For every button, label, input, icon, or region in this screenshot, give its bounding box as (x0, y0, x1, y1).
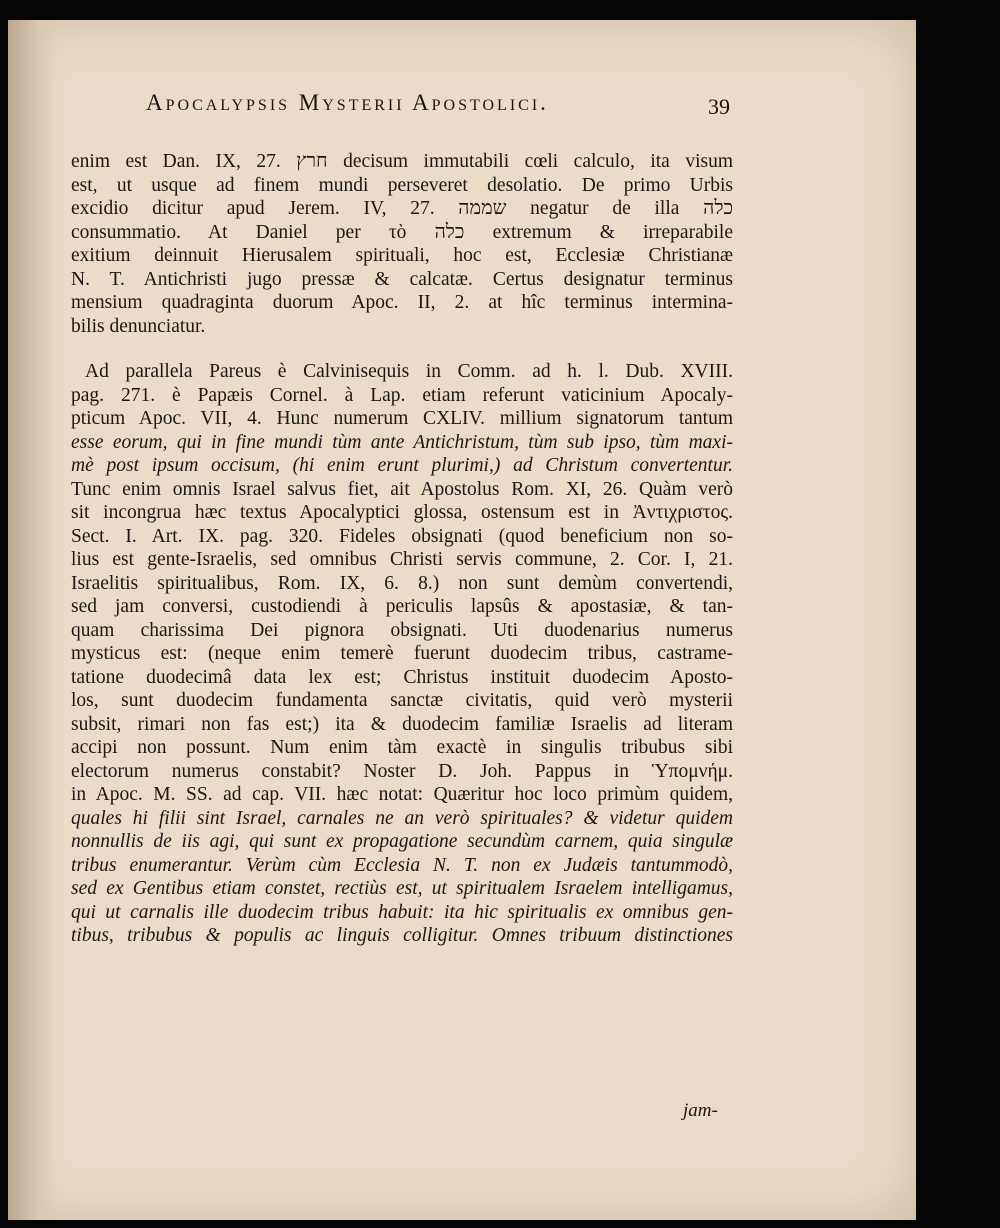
text-line: accipi non possunt. Num enim tàm exactè in singulis tribubus sibi (71, 737, 733, 758)
text-line-italic: quales hi filii sint Israel, carnales ne an verò spirituales? & videtur quidem (71, 807, 733, 829)
text-line-italic: esse eorum, qui in fine mundi tùm ante Antichristum, tùm sub ipso, tùm maxi- (71, 431, 733, 453)
text-line: los, sunt duodecim fundamenta sanctæ civitatis, quid verò mysterii (71, 690, 733, 711)
paragraph-gap (71, 338, 733, 360)
text-line: sed jam conversi, custodiendi à periculis lapsûs & apostasiæ, & tan- (71, 596, 733, 617)
text-line: exitium deinnuit Hierusalem spirituali, hoc est, Ecclesiæ Christianæ (71, 245, 733, 266)
text-line: tatione duodecimâ data lex est; Christus instituit duodecim Aposto- (71, 666, 733, 688)
running-title: Apocalypsis Mysterii Apostolici. (146, 90, 549, 115)
book-page (8, 20, 916, 1220)
text-line: Sect. I. Art. IX. pag. 320. Fideles obsignati (quod beneficium non so- (71, 525, 733, 547)
text-line: lius est gente-Israelis, sed omnibus Christi servis commune, 2. Cor. I, 21. (71, 549, 733, 570)
text-line: N. T. Antichristi jugo pressæ & calcatæ. Certus designatur terminus (71, 268, 733, 290)
page-number: 39 (708, 94, 730, 119)
text-line: quam charissima Dei pignora obsignati. Uti duodenarius numerus (71, 619, 733, 641)
paragraph-2 (71, 360, 733, 948)
text-line-italic: qui ut carnalis ille duodecim tribus habuit: ita hic spiritualis ex omnibus gen- (71, 901, 733, 923)
text-line: sit incongrua hæc textus Apocalyptici glossa, ostensum est in Ἀντιχριστος. (71, 502, 733, 523)
text-line: Israelitis spiritualibus, Rom. IX, 6. 8.) non sunt demùm convertendi, (71, 572, 733, 594)
text-line: electorum numerus constabit? Noster D. Joh. Pappus in Ὑπομνήμ. (71, 760, 733, 782)
text-line: bilis denunciatur. (71, 315, 206, 337)
text-line-italic: tribus enumerantur. Verùm cùm Ecclesia N. T. non ex Judæis tantummodò, (71, 854, 733, 876)
text-line: excidio dicitur apud Jerem. IV, 27. שממה negatur de illa כלה (71, 198, 733, 219)
text-line-italic: nonnullis de iis agi, qui sunt ex propagatione secundùm carnem, quia singulæ (71, 831, 733, 852)
page-body (71, 150, 733, 948)
text-line: mensium quadraginta duorum Apoc. II, 2. at hîc terminus intermina- (71, 292, 733, 313)
text-line-italic: mè post ipsum occisum, (hi enim erunt plurimi,) ad Christum convertentur. (71, 455, 733, 476)
page-gutter-shadow (8, 20, 58, 1220)
paragraph-1 (71, 150, 733, 338)
text-line: Ad parallela Pareus è Calvinisequis in Comm. ad h. l. Dub. XVIII. (85, 361, 733, 382)
text-line: in Apoc. M. SS. ad cap. VII. hæc notat: Quæritur hoc loco primùm quidem, (71, 784, 733, 805)
text-line: mysticus est: (neque enim temerè fuerunt duodecim tribus, castrame- (71, 643, 733, 664)
text-line: est, ut usque ad finem mundi perseveret desolatio. De primo Urbis (71, 174, 733, 196)
catchword: jam- (683, 1100, 718, 1121)
text-line: consummatio. At Daniel per τὸ כלה extremum & irreparabile (71, 221, 733, 243)
text-line: Tunc enim omnis Israel salvus fiet, ait Apostolus Rom. XI, 26. Quàm verò (71, 478, 733, 500)
text-line: enim est Dan. IX, 27. חרץ decisum immutabili cœli calculo, ita visum (71, 151, 733, 172)
text-line: subsit, rimari non fas est;) ita & duodecim familiæ Israelis ad literam (71, 713, 733, 735)
text-line: pticum Apoc. VII, 4. Hunc numerum CXLIV. millium signatorum tantum (71, 408, 733, 429)
text-line: pag. 271. è Papæis Cornel. à Lap. etiam referunt vaticinium Apocaly- (71, 384, 733, 406)
text-line-italic: sed ex Gentibus etiam constet, rectiùs est, ut spiritualem Israelem intelligamus, (71, 878, 733, 899)
text-line-italic: tibus, tribubus & populis ac linguis colligitur. Omnes tribuum distinctiones (71, 925, 733, 946)
